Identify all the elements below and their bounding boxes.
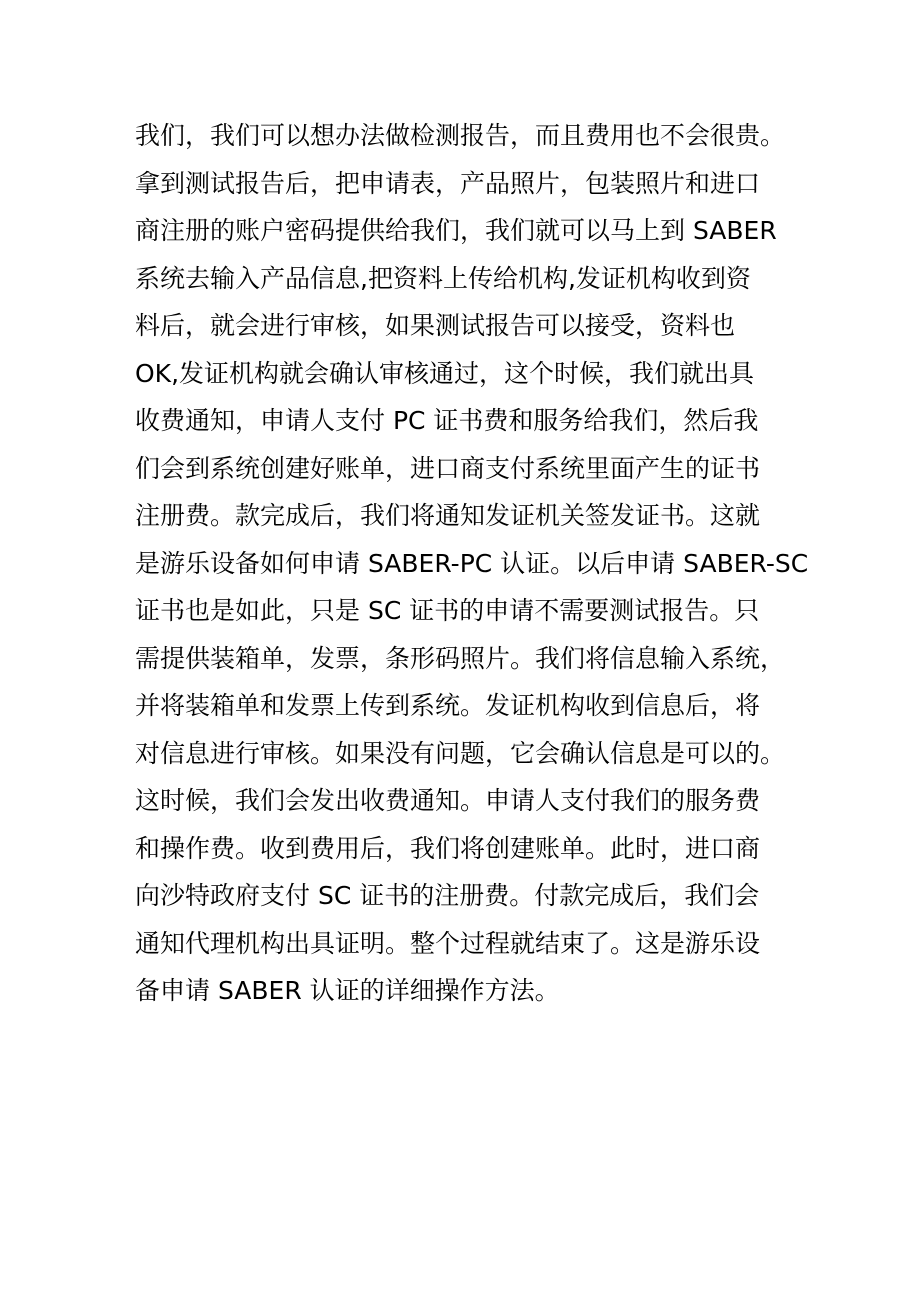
paragraph-line: 商注册的账户密码提供给我们，我们就可以马上到 SABER: [135, 216, 777, 245]
paragraph-line: 是游乐设备如何申请 SABER-PC 认证。以后申请 SABER-SC: [135, 548, 809, 578]
paragraph-line: 备申请 SABER 认证的详细操作方法。: [135, 976, 560, 1005]
paragraph-line: 这时候，我们会发出收费通知。申请人支付我们的服务费: [135, 786, 761, 815]
paragraph-line: 证书也是如此，只是 SC 证书的申请不需要测试报告。只: [135, 596, 760, 625]
body-paragraph: [135, 112, 815, 1015]
paragraph-line: 料后，就会进行审核，如果测试报告可以接受，资料也: [135, 311, 736, 340]
paragraph-line: 注册费。款完成后，我们将通知发证机关签发证书。这就: [135, 501, 761, 530]
paragraph-line: 们会到系统创建好账单，进口商支付系统里面产生的证书: [135, 453, 761, 483]
paragraph-line: 系统去输入产品信息,把资料上传给机构,发证机构收到资: [135, 263, 751, 293]
paragraph-line: 拿到测试报告后，把申请表，产品照片，包装照片和进口: [135, 168, 761, 198]
paragraph-line: 和操作费。收到费用后，我们将创建账单。此时，进口商: [135, 833, 761, 863]
paragraph-line: 并将装箱单和发票上传到系统。发证机构收到信息后，将: [135, 691, 761, 720]
paragraph-line: 我们，我们可以想办法做检测报告，而且费用也不会很贵。: [135, 121, 786, 150]
paragraph-line: 向沙特政府支付 SC 证书的注册费。付款完成后，我们会: [135, 881, 760, 910]
paragraph-line: 通知代理机构出具证明。整个过程就结束了。这是游乐设: [135, 928, 761, 958]
paragraph-line: 需提供装箱单，发票，条形码照片。我们将信息输入系统，: [135, 643, 786, 673]
paragraph-line: 收费通知，申请人支付 PC 证书费和服务给我们，然后我: [135, 406, 759, 435]
paragraph-line: OK,发证机构就会确认审核通过，这个时候，我们就出具: [135, 358, 755, 388]
paragraph-line: 对信息进行审核。如果没有问题，它会确认信息是可以的。: [135, 738, 786, 768]
